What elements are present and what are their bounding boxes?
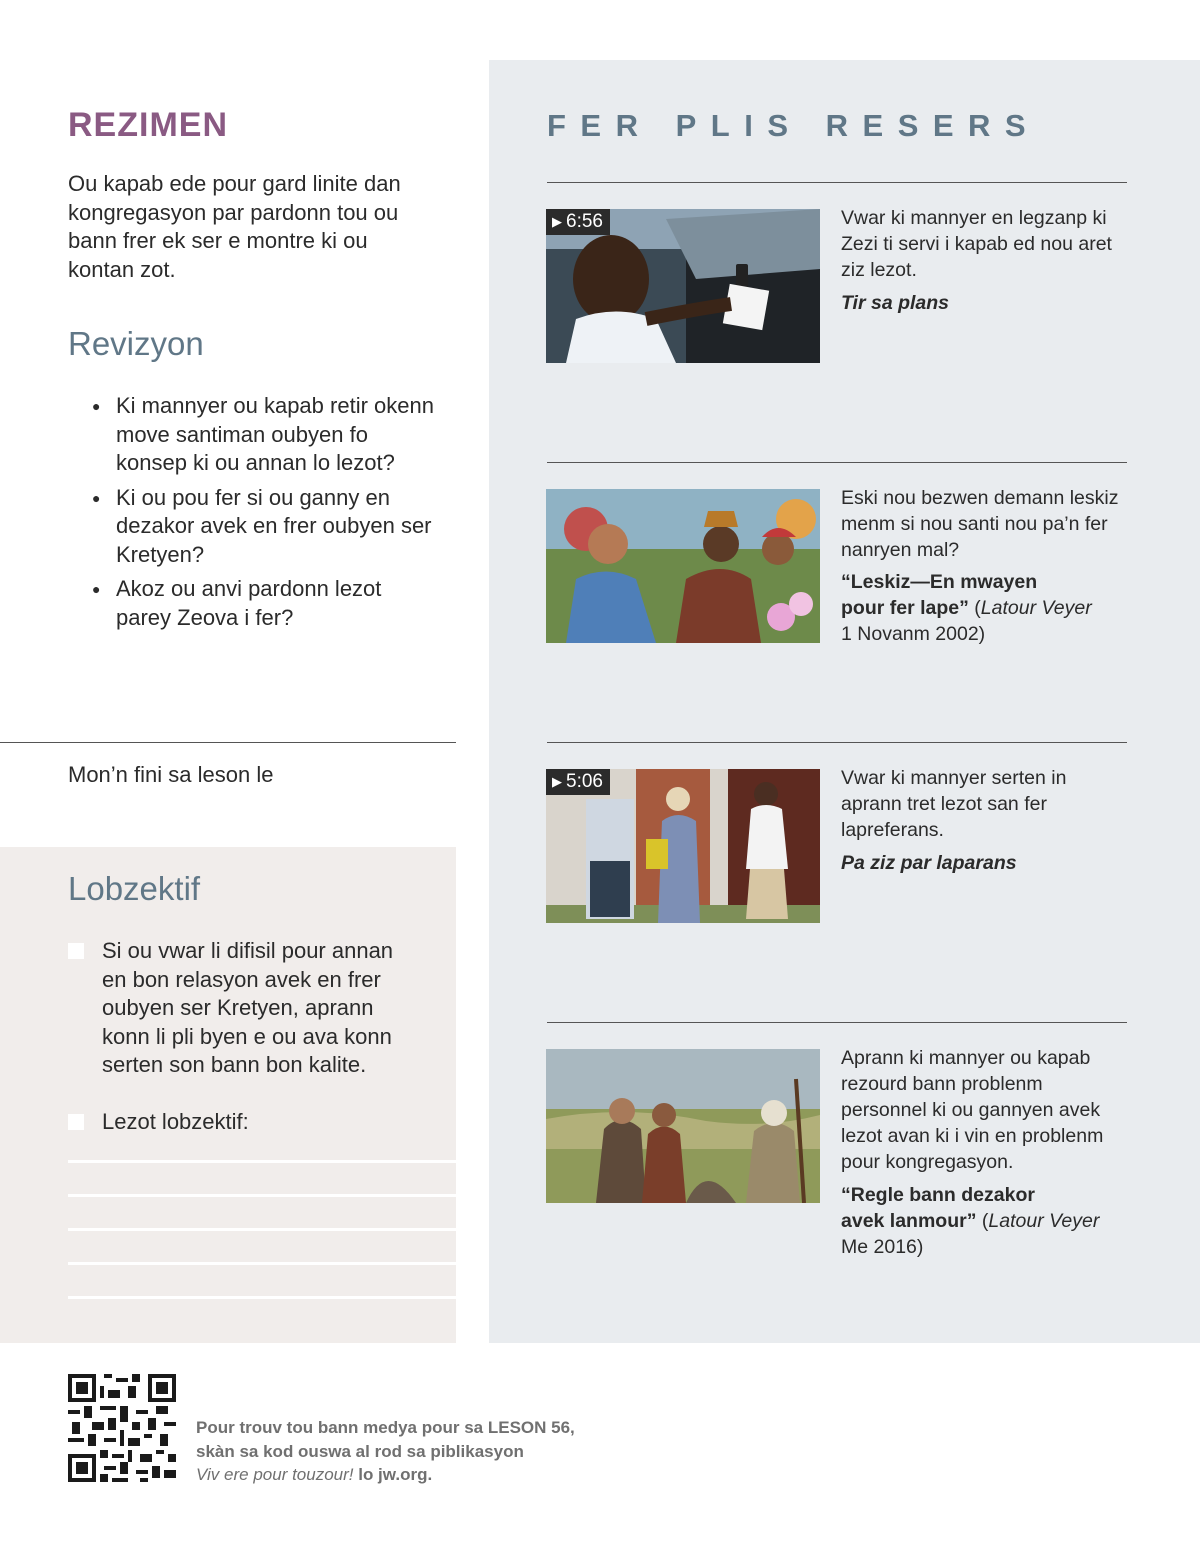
article-image-reconciliation-icon: [546, 489, 820, 643]
divider: [547, 1022, 1127, 1023]
write-line[interactable]: [68, 1296, 456, 1299]
research-item-link[interactable]: Pa ziz par laparans: [841, 852, 1017, 874]
research-item-description: Vwar ki mannyer serten in aprann tret lezot san fer lapreferans.: [841, 767, 1067, 841]
review-question: ● Ki ou pou fer si ou ganny en dezakor avek en frer oubyen ser Kretyen?: [92, 484, 442, 570]
review-title: Revizyon: [68, 325, 204, 362]
write-line[interactable]: [68, 1262, 456, 1265]
divider: [547, 462, 1127, 463]
article-thumbnail[interactable]: [546, 1049, 820, 1203]
research-item-description: Vwar ki mannyer en legzanp ki Zezi ti servi i kapab ed nou aret ziz lezot.: [841, 207, 1112, 281]
research-item-link[interactable]: Tir sa plans: [841, 292, 950, 314]
goal-checkbox[interactable]: [68, 943, 84, 959]
goal-item-text: Lezot lobzektif:: [102, 1109, 249, 1134]
write-line[interactable]: [68, 1160, 456, 1163]
article-thumbnail[interactable]: [546, 489, 820, 643]
research-item-description: Aprann ki mannyer ou kapab rezourd bann problenm personnel ki ou gannyen avek lezot avan ki i vin en problenm pour kongregasyon.: [841, 1047, 1104, 1173]
review-list: [92, 392, 442, 638]
play-icon: ▶: [552, 774, 562, 789]
goal-item-text: Si ou vwar li difisil pour annan en bon relasyon avek en frer oubyen ser Kretyen, aprann konn li pli byen e ou ava konn serten son bann bon kalite.: [102, 938, 394, 1077]
video-duration: ▶ 6:56: [546, 209, 610, 235]
divider: [547, 742, 1127, 743]
article-image-ancient-men-icon: [546, 1049, 820, 1203]
research-title: FER PLIS RESERS: [547, 108, 1041, 143]
qr-code-icon[interactable]: [68, 1374, 176, 1482]
goal-title: Lobzektif: [68, 870, 201, 907]
review-question: ● Ki mannyer ou kapab retir okenn move santiman oubyen fo konsep ki ou annan lo lezot?: [92, 392, 442, 478]
goal-checkbox[interactable]: [68, 1114, 84, 1130]
goal-panel: [0, 847, 456, 1343]
research-item-link[interactable]: “Leskiz—En mwayen pour fer lape” (Latour Veyer 1 Novanm 2002): [841, 571, 1092, 645]
goal-item[interactable]: [68, 937, 418, 1080]
research-item-link[interactable]: “Regle bann dezakor avek lanmour” (Latour Veyer Me 2016): [841, 1184, 1100, 1258]
review-question: ● Akoz ou anvi pardonn lezot parey Zeova i fer?: [92, 575, 442, 632]
footer-text: Pour trouv tou bann medya pour sa LESON 56, skàn sa kod ouswa al rod sa piblikasyon Viv ere pour touzour! lo jw.org.: [196, 1418, 575, 1484]
video-duration: ▶ 5:06: [546, 769, 610, 795]
play-icon: ▶: [552, 214, 562, 229]
research-item-description: Eski nou bezwen demann leskiz menm si nou santi nou pa’n fer nanryen mal?: [841, 487, 1119, 561]
video-thumbnail[interactable]: [546, 209, 820, 363]
summary-title: REZIMEN: [68, 106, 228, 144]
write-line[interactable]: [68, 1194, 456, 1197]
divider: [0, 742, 456, 743]
divider: [547, 182, 1127, 183]
write-line[interactable]: [68, 1228, 456, 1231]
goal-item[interactable]: [68, 1108, 418, 1137]
summary-text: Ou kapab ede pour gard linite dan kongregasyon par pardonn tou ou bann frer ek ser e montre ki ou kontan zot.: [68, 171, 401, 282]
lesson-finished-label: Mon’n fini sa leson le: [68, 762, 274, 787]
publication-title: Viv ere pour touzour!: [196, 1465, 354, 1484]
video-thumbnail[interactable]: [546, 769, 820, 923]
